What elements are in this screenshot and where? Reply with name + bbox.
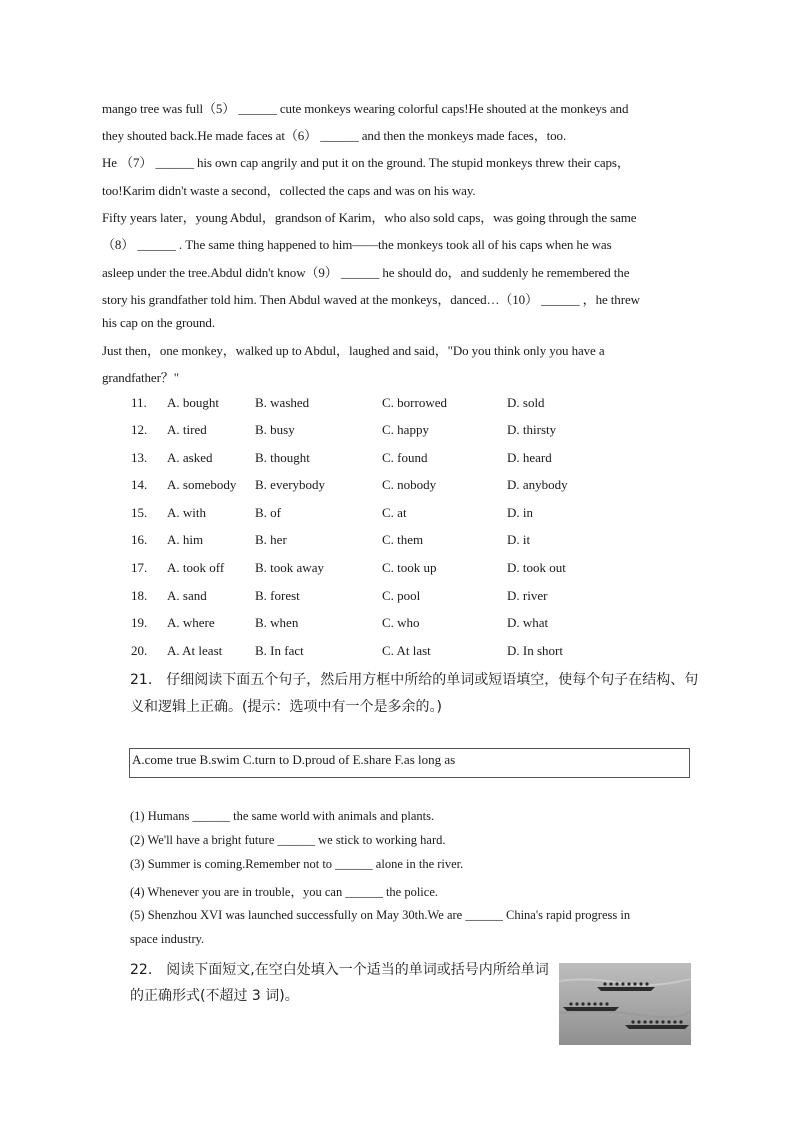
option-b[interactable]: B. when [255,615,299,630]
passage-line: asleep under the tree.Abdul didn't know（9） ______ he should do，and suddenly he remembered the [102,265,630,280]
passage-line: （8） ______ . The same thing happened to him——the monkeys took all of his caps when he was [102,237,612,252]
option-c[interactable]: C. nobody [382,477,437,492]
option-d[interactable]: D. it [507,532,531,547]
option-c[interactable]: C. found [382,450,428,465]
q22-instruction: 22. 阅读下面短文,在空白处填入一个适当的单词或括号内所给单词 [130,962,549,978]
option-d[interactable]: D. In short [507,643,563,658]
q21-sentence: (2) We'll have a bright future ______ we stick to working hard. [130,833,446,847]
q21-sentence: (3) Summer is coming.Remember not to ______ alone in the river. [130,857,464,871]
q21-sentence: (1) Humans ______ the same world with animals and plants. [130,809,435,823]
option-b[interactable]: B. everybody [255,477,326,492]
passage-line: his cap on the ground. [102,315,215,330]
passage-line: mango tree was full（5） ______ cute monkeys wearing colorful caps!He shouted at the monkeys and [102,101,629,116]
option-a[interactable]: A. sand [167,588,207,603]
option-b[interactable]: B. of [255,505,281,520]
option-c[interactable]: C. borrowed [382,395,447,410]
option-c[interactable]: C. At last [382,643,431,658]
option-a[interactable]: A. took off [167,560,225,575]
option-c[interactable]: C. took up [382,560,437,575]
passage-line: grandfather？" [102,370,179,385]
option-b[interactable]: B. forest [255,588,300,603]
dragon-boat-photo [559,963,691,1045]
question-number: 19. [131,615,148,630]
word-box: A.come true B.swim C.turn to D.proud of E.share F.as long as [129,748,690,778]
option-d[interactable]: D. anybody [507,477,568,492]
option-a[interactable]: A. At least [167,643,223,658]
question-number: 15. [131,505,148,520]
question-number: 16. [131,532,148,547]
passage-line: He （7） ______ his own cap angrily and put it on the ground. The stupid monkeys threw their caps， [102,155,630,170]
question-number: 18. [131,588,148,603]
option-b[interactable]: B. washed [255,395,310,410]
option-d[interactable]: D. river [507,588,548,603]
q21-sentence: (5) Shenzhou XVI was launched successfully on May 30th.We are ______ China's rapid progress in [130,908,631,922]
q21-sentence: (4) Whenever you are in trouble，you can ______ the police. [130,885,439,899]
option-c[interactable]: C. them [382,532,424,547]
option-d[interactable]: D. in [507,505,533,520]
option-d[interactable]: D. took out [507,560,566,575]
option-d[interactable]: D. thirsty [507,422,557,437]
passage-line: they shouted back.He made faces at（6） ______ and then the monkeys made faces，too. [102,128,567,143]
q21-instruction: 21. 仔细阅读下面五个句子，然后用方框中所给的单词或短语填空，使每个句子在结构、句 [130,672,699,688]
option-b[interactable]: B. busy [255,422,295,437]
question-number: 17. [131,560,148,575]
option-b[interactable]: B. In fact [255,643,304,658]
option-a[interactable]: A. bought [167,395,219,410]
option-d[interactable]: D. what [507,615,549,630]
option-b[interactable]: B. took away [255,560,324,575]
option-c[interactable]: C. pool [382,588,421,603]
option-c[interactable]: C. who [382,615,420,630]
question-number: 13. [131,450,148,465]
passage-line: story his grandfather told him. Then Abdul waved at the monkeys，danced…（10） ______ ，he threw [102,292,640,307]
option-d[interactable]: D. sold [507,395,545,410]
q21-instruction: 义和逻辑上正确。(提示：选项中有一个是多余的。) [130,699,442,715]
passage-line: Just then，one monkey，walked up to Abdul，laughed and said，"Do you think only you have a [102,343,605,358]
option-b[interactable]: B. her [255,532,287,547]
option-a[interactable]: A. where [167,615,215,630]
option-c[interactable]: C. happy [382,422,429,437]
option-a[interactable]: A. him [167,532,204,547]
option-a[interactable]: A. tired [167,422,207,437]
question-number: 20. [131,643,148,658]
option-a[interactable]: A. somebody [167,477,237,492]
question-number: 11. [131,395,147,410]
option-a[interactable]: A. asked [167,450,213,465]
question-number: 14. [131,477,148,492]
question-number: 12. [131,422,148,437]
option-b[interactable]: B. thought [255,450,310,465]
option-c[interactable]: C. at [382,505,407,520]
passage-line: too!Karim didn't waste a second，collected the caps and was on his way. [102,183,476,198]
q22-instruction: 的正确形式(不超过 3 词)。 [130,988,299,1004]
option-d[interactable]: D. heard [507,450,552,465]
option-a[interactable]: A. with [167,505,206,520]
q21-sentence: space industry. [130,932,205,946]
passage-line: Fifty years later，young Abdul，grandson of Karim，who also sold caps，was going through the same [102,210,637,225]
